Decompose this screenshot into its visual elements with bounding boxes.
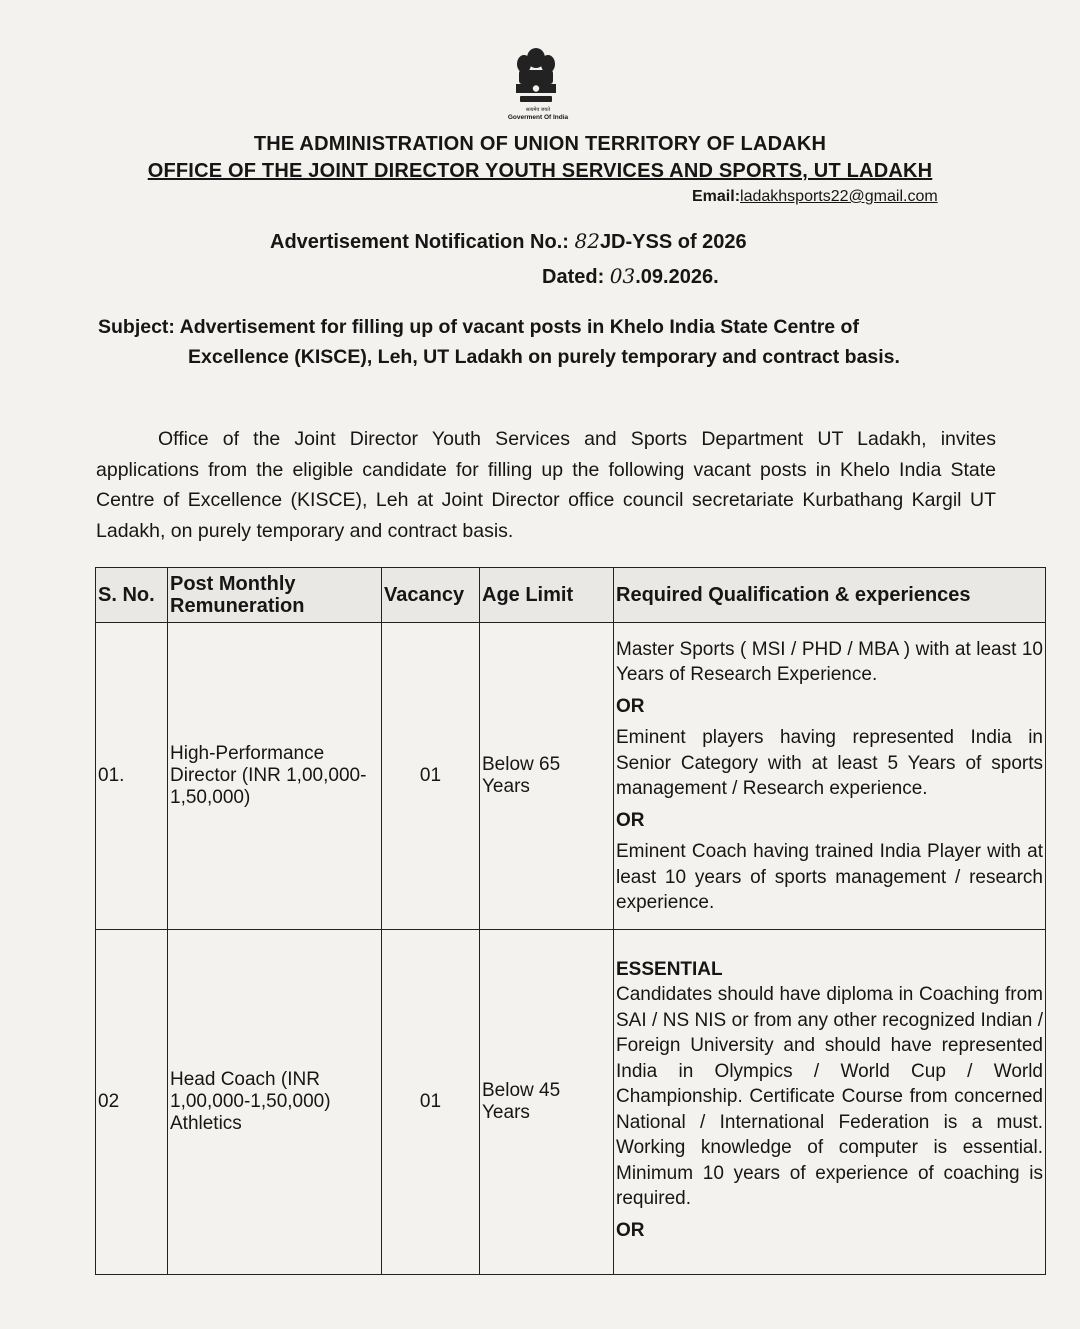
notification-handwritten-number: 82 bbox=[574, 229, 600, 253]
email-label: Email: bbox=[692, 188, 741, 205]
row-post: Head Coach (INR 1,00,000-1,50,000) Athletics bbox=[168, 930, 382, 1275]
office-heading: OFFICE OF THE JOINT DIRECTOR YOUTH SERVICES AND SPORTS, UT LADAKH bbox=[147, 160, 933, 182]
body-paragraph-text: Office of the Joint Director Youth Services and Sports Department UT Ladakh, invites applications from the eligible candidate for filling up the following vacant posts in Khelo India State Centre of Excellence (KISCE), Leh at Joint Director office council secretariate Kurbathang Kargil UT Ladakh, on purely temporary and contract basis. bbox=[96, 428, 996, 542]
header-vacancy: Vacancy bbox=[382, 568, 480, 623]
row-requirements bbox=[614, 930, 1046, 1275]
date-suffix: .09.2026. bbox=[635, 266, 719, 288]
notification-suffix: JD-YSS of 2026 bbox=[599, 231, 747, 253]
essential-heading: ESSENTIAL bbox=[616, 958, 723, 980]
emblem-caption: Goverment Of India bbox=[507, 114, 569, 121]
notification-number bbox=[270, 229, 747, 254]
header-post: Post Monthly Remuneration bbox=[168, 568, 382, 623]
row-vacancy: 01 bbox=[382, 623, 480, 930]
email-address[interactable]: ladakhsports22@gmail.com bbox=[740, 188, 938, 205]
qualification-text: Candidates should have diploma in Coaching from SAI / NS NIS or from any other recognized Indian / Foreign University and should have represented India in Olympics / World Cup / World Championship. Certificate Course from concerned National / International Federation is a must. Working knowledge of computer is essential. Minimum 10 years of experience of coaching is required. bbox=[616, 984, 1043, 1210]
table-row bbox=[96, 930, 1046, 1275]
body-paragraph bbox=[96, 424, 996, 546]
or-separator: OR bbox=[616, 809, 645, 831]
row-requirements bbox=[614, 623, 1046, 930]
date-label: Dated: bbox=[542, 266, 605, 288]
qualification-text: Master Sports ( MSI / PHD / MBA ) with at least 10 Years of Research Experience. bbox=[616, 638, 1043, 685]
subject-line-1: Subject: Advertisement for filling up of vacant posts in Khelo India State Centre of bbox=[98, 316, 859, 338]
row-sno: 01. bbox=[96, 623, 168, 930]
row-post: High-Performance Director (INR 1,00,000-1,50,000) bbox=[168, 623, 382, 930]
emblem-motto: सत्यमेव जयते bbox=[525, 107, 551, 113]
or-separator: OR bbox=[616, 695, 645, 717]
row-age: Below 65 Years bbox=[480, 623, 614, 930]
header-sno: S. No. bbox=[96, 568, 168, 623]
qualification-text: Eminent players having represented India in Senior Category with at least 5 Years of sports management / Research experience. bbox=[616, 727, 1043, 799]
header-age: Age Limit bbox=[480, 568, 614, 623]
row-sno: 02 bbox=[96, 930, 168, 1275]
vacancy-table bbox=[95, 567, 1046, 1275]
email-line bbox=[692, 188, 938, 206]
table-header-row bbox=[96, 568, 1046, 623]
notification-label: Advertisement Notification No.: bbox=[270, 231, 569, 253]
row-vacancy: 01 bbox=[382, 930, 480, 1275]
national-emblem-icon bbox=[510, 44, 562, 114]
notification-date bbox=[542, 264, 719, 289]
subject-line-2: Excellence (KISCE), Leh, UT Ladakh on purely temporary and contract basis. bbox=[188, 346, 900, 368]
row-age: Below 45 Years bbox=[480, 930, 614, 1275]
header-requirements: Required Qualification & experiences bbox=[614, 568, 1046, 623]
date-handwritten-day: 03 bbox=[609, 264, 636, 288]
or-separator: OR bbox=[616, 1219, 645, 1241]
administration-heading: THE ADMINISTRATION OF UNION TERRITORY OF LADAKH bbox=[253, 133, 827, 155]
qualification-text: Eminent Coach having trained India Player with at least 10 years of sports management / research experience. bbox=[616, 841, 1043, 913]
table-row bbox=[96, 623, 1046, 930]
